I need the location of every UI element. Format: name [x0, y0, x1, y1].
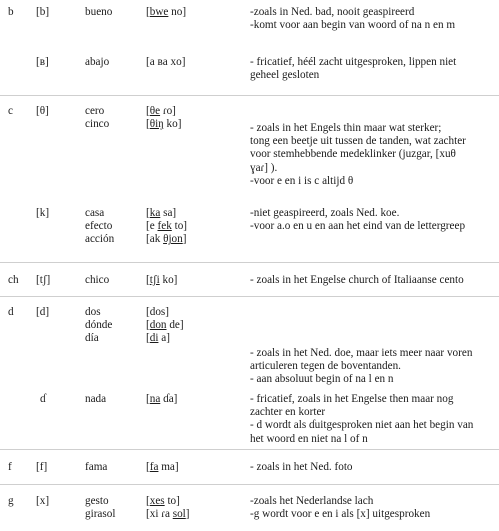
transcriptions: [146, 56, 185, 69]
letter: d: [8, 306, 14, 318]
transcription: [a ʙa xo]: [146, 56, 186, 68]
transcription: [tʃi ko]: [146, 274, 178, 286]
transcription: [xes to]: [146, 495, 180, 507]
transcription: [ak θjon]: [146, 233, 187, 246]
ipa-symbol: [x]: [36, 495, 50, 507]
transcriptions: [146, 274, 177, 287]
ipa-symbol: [ʙ]: [36, 56, 49, 68]
transcription: [bwe no]: [146, 6, 187, 18]
transcriptions: [146, 461, 179, 474]
example-words: [85, 6, 112, 19]
ipa-symbol: [k]: [36, 207, 50, 219]
ipa-symbol: [θ]: [36, 105, 49, 117]
example-words: [85, 461, 107, 474]
description: - fricatief, héél zacht uitgesproken, lippen niet geheel gesloten: [250, 56, 457, 82]
word: acción: [85, 233, 115, 246]
divider: [0, 95, 499, 96]
transcription: [θe ɾo]: [146, 105, 176, 117]
transcriptions: [146, 105, 181, 131]
example-words: [85, 306, 112, 346]
transcription: [na ɗa]: [146, 393, 178, 405]
transcription: [di a]: [146, 332, 170, 345]
description: -niet geaspireerd, zoals Ned. koe. -voor a.o en u en aan het eind van de lettergreep: [250, 207, 466, 233]
ipa-symbol: [b]: [36, 6, 50, 18]
example-words: [85, 207, 114, 247]
description: - zoals in het Engels thin maar wat sterker; tong een beetje uit tussen de tanden, wat zachter voor stemhebbende medeklinker (juzgar, [xuθ ɣaɾ] ). -voor e en i is c altijd θ: [250, 122, 466, 187]
transcription: [ka sa]: [146, 207, 177, 219]
letter: c: [8, 105, 13, 117]
transcriptions: [146, 393, 177, 406]
word: fama: [85, 461, 108, 473]
example-words: [85, 105, 109, 131]
ipa-symbol: [tʃ]: [36, 274, 51, 286]
word: cero: [85, 105, 105, 117]
divider: [0, 484, 499, 485]
transcription: [θiŋ ko]: [146, 118, 182, 131]
example-words: [85, 393, 106, 406]
description: - fricatief, zoals in het Engelse then maar nog zachter en korter - d wordt als ɗuitgesproken niet aan het begin van het woord en niet na l of n: [250, 393, 474, 445]
divider: [0, 449, 499, 450]
word: dónde: [85, 319, 113, 332]
ipa-symbol: [d]: [36, 306, 50, 318]
transcription: [don de]: [146, 319, 184, 332]
word: día: [85, 332, 99, 345]
transcription: [fa ma]: [146, 461, 179, 473]
divider: [0, 262, 499, 263]
transcription: [xi ɾa sol]: [146, 508, 190, 521]
transcriptions: [146, 495, 190, 521]
ipa-symbol: ɗ: [40, 393, 46, 405]
word: cinco: [85, 118, 110, 131]
transcription: [e fek to]: [146, 220, 188, 233]
word: gesto: [85, 495, 109, 507]
example-words: [85, 274, 109, 287]
ipa-symbol: [f]: [36, 461, 48, 473]
description: - zoals in het Engelse church of Italiaanse cento: [250, 274, 464, 286]
word: girasol: [85, 508, 116, 521]
letter: ch: [8, 274, 19, 286]
example-words: [85, 495, 115, 521]
transcriptions: [146, 306, 184, 346]
transcriptions: [146, 207, 187, 247]
description: -zoals het Nederlandse lach -g wordt voor e en i als [x] uitgesproken: [250, 495, 431, 521]
transcriptions: [146, 6, 186, 19]
word: bueno: [85, 6, 113, 18]
divider: [0, 296, 499, 297]
word: abajo: [85, 56, 110, 68]
word: dos: [85, 306, 101, 318]
word: chico: [85, 274, 110, 286]
letter: g: [8, 495, 14, 507]
word: efecto: [85, 220, 113, 233]
description: - zoals in het Ned. foto: [250, 461, 353, 473]
word: nada: [85, 393, 107, 405]
letter: f: [8, 461, 12, 473]
description: - zoals in het Ned. doe, maar iets meer naar voren articuleren tegen de boventanden. - aan absoluut begin of na l en n: [250, 347, 473, 386]
example-words: [85, 56, 109, 69]
description: -zoals in Ned. bad, nooit geaspireerd -komt voor aan begin van woord of na n en m: [250, 6, 456, 32]
word: casa: [85, 207, 105, 219]
letter: b: [8, 6, 14, 18]
transcription: [dos]: [146, 306, 169, 318]
